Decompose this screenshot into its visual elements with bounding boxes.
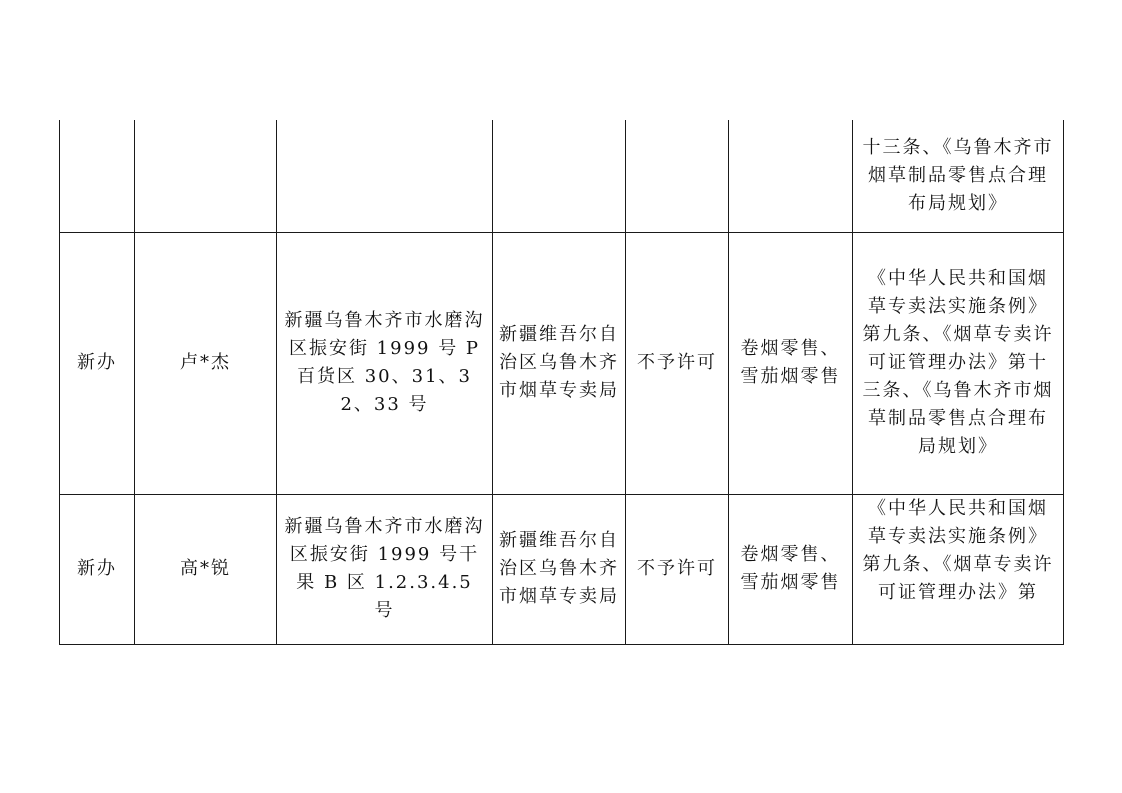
- cell-decision: [626, 120, 729, 232]
- cell-address: 新疆乌鲁木齐市水磨沟区振安街 1999 号 P 百货区 30、31、32、33 号: [277, 232, 493, 494]
- cell-name: 高*锐: [135, 494, 277, 644]
- cell-authority: [493, 120, 626, 232]
- cell-address: 新疆乌鲁木齐市水磨沟区振安街 1999 号干果 B 区 1.2.3.4.5 号: [277, 494, 493, 644]
- table-row: [60, 494, 1064, 644]
- cell-name: 卢*杰: [135, 232, 277, 494]
- cell-type: [60, 120, 135, 232]
- license-decision-table: [59, 120, 1064, 645]
- cell-basis-text: 《中华人民共和国烟草专卖法实施条例》第九条、《烟草专卖许可证管理办法》第: [862, 497, 1054, 603]
- cell-basis: [853, 494, 1064, 644]
- cell-decision: 不予许可: [626, 494, 729, 644]
- table-row: [60, 120, 1064, 232]
- cell-type: 新办: [60, 232, 135, 494]
- cell-authority: 新疆维吾尔自治区乌鲁木齐市烟草专卖局: [493, 232, 626, 494]
- cell-authority: 新疆维吾尔自治区乌鲁木齐市烟草专卖局: [493, 494, 626, 644]
- cell-decision: 不予许可: [626, 232, 729, 494]
- cell-basis: 十三条、《乌鲁木齐市烟草制品零售点合理布局规划》: [853, 120, 1064, 232]
- cell-scope: 卷烟零售、雪茄烟零售: [729, 232, 853, 494]
- table-row: [60, 232, 1064, 494]
- cell-address: [277, 120, 493, 232]
- cell-type: 新办: [60, 494, 135, 644]
- cell-name: [135, 120, 277, 232]
- cell-scope: 卷烟零售、雪茄烟零售: [729, 494, 853, 644]
- cell-basis: 《中华人民共和国烟草专卖法实施条例》第九条、《烟草专卖许可证管理办法》第十三条、《乌鲁木齐市烟草制品零售点合理布局规划》: [853, 232, 1064, 494]
- cell-scope: [729, 120, 853, 232]
